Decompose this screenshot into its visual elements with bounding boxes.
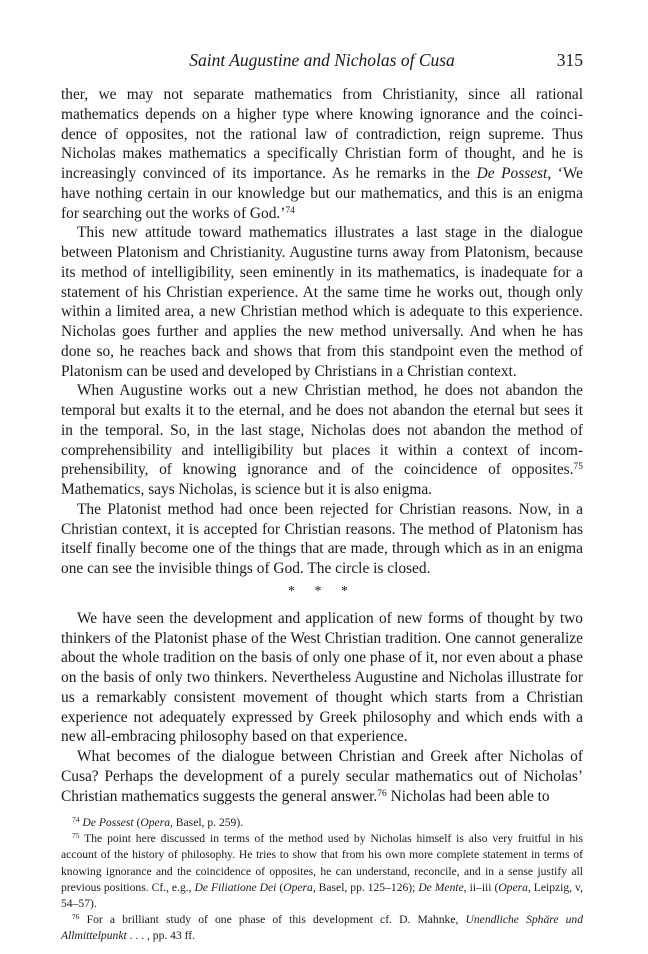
footnote-74: $^{74}$ De Possest (Opera, Basel, p. 259). [72,815,244,830]
paragraph-2: This new attitude toward mathematics illustrates a last stage in the dialogue between Platonism and Christianity. Augustine turns away from Platonism, because its method of intelligibility, seen eminently in its mathematics, is inadequate for a statement of his Christian experience. At the same time he works out, though only within a limited area, a new Christian method which is adequate to this experience. Nicholas goes further and applies the new method universally. And when he has done so, he reaches back and shows that from this standpoint even the method of Platonism can be used and developed by Christians in a Christian context. [61,224,583,380]
section-separator: * * * [288,583,356,599]
footnotes [61,815,583,944]
book-page [61,50,583,944]
footnote-75: $^{75}$ The point here discussed in terms of the method used by Nicholas himself is also very fruitful in his account of the history of philosophy. He tries to show that from his own more complete statement in terms of knowing ignorance and the coincidence of opposites, he can understand, reconcile, and in a sense justify all previous positions. Cf., e.g., De Filiatione Dei (Opera, Basel, pp. 125–126); De Mente, ii–iii (Opera, Leipzig, v, 54–57). [61,831,583,910]
paragraph-6: What becomes of the dialogue between Christian and Greek after Nicholas of Cusa? Perhaps the development of a purely secular mathematics out of Nicholas’ Christian mathematics suggests the general answer.$^{76}$ Nicholas had been able to [61,748,583,805]
paragraph-4: The Platonist method had once been rejected for Christian reasons. Now, in a Christian context, it is accepted for Christian reasons. The method of Platonism has itself finally become one of the things that are made, through which as in an enigma one can see the invisible things of God. The circle is closed. [61,500,583,577]
paragraph-3: When Augustine works out a new Christian method, he does not abandon the temporal but exalts it to the eternal, and he does not abandon the eternal but sees it in the temporal. So, in the last stage, Nicholas does not abandon the method of comprehensibility and intelligibility but places it within a context of incomprehensibility, of knowing ignorance and of the coincidence of opposites.$^{75}$ Mathematics, says Nicholas, is science but it is also enigma. [61,382,583,498]
page-header [61,50,583,74]
page-number: 315 [556,50,583,70]
footnote-ref-76: 76 [377,788,387,799]
footnote-ref-75: 75 [573,462,583,473]
running-title: Saint Augustine and Nicholas of Cusa [189,50,455,70]
footnote-ref-74: 74 [285,205,295,216]
paragraph-5: We have seen the development and application of new forms of thought by two thinkers of the Platonist phase of the West Christian tradition. One cannot generalize about the whole tradition on the basis of only one phase of it, nor even about a phase on the basis of only two thinkers. Nevertheless Augustine and Nicholas illustrate for us a remarkably consistent movement of thought which starts from a Christian experience not adequately expressed by Greek philosophy and which ends with a new all-embracing philosophy based on that experience. [61,609,583,746]
footnote-76: $^{76}$ For a brilliant study of one phase of this development cf. D. Mahnke, Unendliche Sphäre und Allmittelpunkt . . . , pp. 43 ff. [61,911,583,942]
paragraph-1: ther, we may not separate mathematics from Christianity, since all rational mathematics depends on a higher type where knowing ignorance and the coincidence of opposites, not the rational law of contradiction, reign supreme. Thus Nicholas makes mathematics a specifically Christian form of thought, and he is increasingly convinced of its importance. As he remarks in the De Possest, ‘We have nothing certain in our knowledge but our mathematics, and this is an enigma for searching out the works of God.’$^{74}$ [61,86,583,222]
main-text [61,85,583,806]
